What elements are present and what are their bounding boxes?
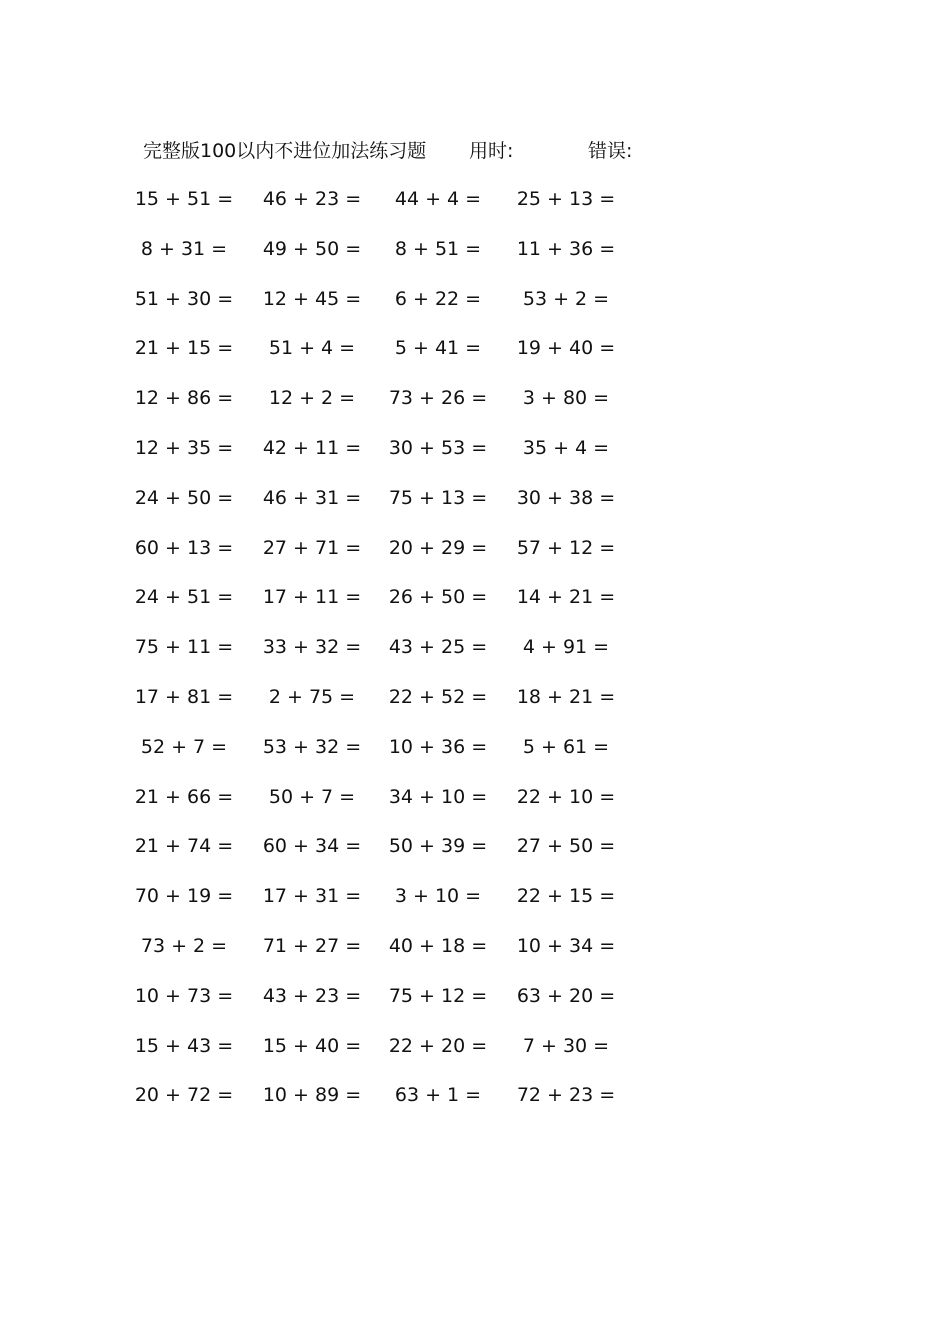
problem-cell: 44 + 4 = — [394, 188, 482, 210]
problem-cell: 6 + 22 = — [394, 287, 482, 310]
problem-cell: 22 + 10 = — [516, 785, 616, 808]
problem-cell: 73 + 2 = — [140, 935, 228, 957]
problem-cell: 25 + 13 = — [516, 188, 616, 210]
problem-cell: 60 + 34 = — [262, 835, 362, 858]
problem-cell: 17 + 31 = — [262, 885, 362, 908]
problem-cell: 3 + 10 = — [394, 885, 482, 908]
problem-cell: 10 + 73 = — [134, 984, 234, 1007]
problem-cell: 3 + 80 = — [522, 387, 610, 410]
problem-cell: 21 + 66 = — [134, 785, 234, 808]
problem-cell: 40 + 18 = — [388, 935, 488, 957]
problem-cell: 11 + 36 = — [516, 237, 616, 260]
problem-cell: 2 + 75 = — [268, 686, 356, 708]
problem-cell: 8 + 51 = — [394, 237, 482, 260]
problem-cell: 22 + 20 = — [388, 1034, 488, 1057]
problem-cell: 63 + 1 = — [394, 1084, 482, 1107]
problem-cell: 22 + 15 = — [516, 885, 616, 908]
problem-cell: 12 + 45 = — [262, 287, 362, 310]
problem-cell: 42 + 11 = — [262, 437, 362, 459]
problem-cell: 35 + 4 = — [522, 437, 610, 459]
problem-cell: 5 + 61 = — [522, 735, 610, 758]
problem-cell: 73 + 26 = — [388, 387, 488, 410]
worksheet-title: 完整版100以内不进位加法练习题 — [143, 140, 427, 162]
problem-cell: 20 + 29 = — [388, 536, 488, 559]
problem-cell: 50 + 7 = — [268, 785, 356, 808]
problem-cell: 63 + 20 = — [516, 984, 616, 1007]
problem-cell: 20 + 72 = — [134, 1084, 234, 1107]
problem-cell: 43 + 25 = — [388, 636, 488, 659]
problem-cell: 52 + 7 = — [140, 735, 228, 758]
problem-cell: 8 + 31 = — [140, 237, 228, 260]
errors-label: 错误: — [588, 140, 633, 162]
problem-cell: 7 + 30 = — [522, 1034, 610, 1057]
problem-cell: 50 + 39 = — [388, 835, 488, 858]
problem-cell: 51 + 30 = — [134, 287, 234, 310]
problem-cell: 5 + 41 = — [394, 337, 482, 360]
problem-cell: 72 + 23 = — [516, 1084, 616, 1107]
problem-cell: 12 + 2 = — [268, 387, 356, 410]
problem-cell: 24 + 51 = — [134, 586, 234, 609]
problem-cell: 12 + 35 = — [134, 437, 234, 459]
problem-cell: 27 + 71 = — [262, 536, 362, 559]
problem-cell: 15 + 43 = — [134, 1034, 234, 1057]
problem-cell: 22 + 52 = — [388, 686, 488, 708]
problem-cell: 57 + 12 = — [516, 536, 616, 559]
problem-cell: 70 + 19 = — [134, 885, 234, 908]
problem-cell: 12 + 86 = — [134, 387, 234, 410]
problem-cell: 53 + 2 = — [522, 287, 610, 310]
problem-cell: 10 + 36 = — [388, 735, 488, 758]
problem-cell: 51 + 4 = — [268, 337, 356, 360]
problem-cell: 26 + 50 = — [388, 586, 488, 609]
problem-cell: 53 + 32 = — [262, 735, 362, 758]
problem-cell: 34 + 10 = — [388, 785, 488, 808]
problem-cell: 75 + 11 = — [134, 636, 234, 659]
problem-cell: 43 + 23 = — [262, 984, 362, 1007]
problem-cell: 4 + 91 = — [522, 636, 610, 659]
problem-cell: 71 + 27 = — [262, 935, 362, 957]
problem-cell: 75 + 13 = — [388, 486, 488, 509]
problem-cell: 30 + 38 = — [516, 486, 616, 509]
problem-cell: 10 + 34 = — [516, 935, 616, 957]
problem-cell: 33 + 32 = — [262, 636, 362, 659]
problem-cell: 46 + 23 = — [262, 188, 362, 210]
time-label: 用时: — [469, 140, 514, 162]
problem-cell: 15 + 51 = — [134, 188, 234, 210]
problem-cell: 15 + 40 = — [262, 1034, 362, 1057]
problem-cell: 17 + 11 = — [262, 586, 362, 609]
problem-cell: 75 + 12 = — [388, 984, 488, 1007]
problem-cell: 21 + 15 = — [134, 337, 234, 360]
problem-cell: 18 + 21 = — [516, 686, 616, 708]
problem-cell: 60 + 13 = — [134, 536, 234, 559]
problem-cell: 14 + 21 = — [516, 586, 616, 609]
problem-cell: 27 + 50 = — [516, 835, 616, 858]
problem-cell: 49 + 50 = — [262, 237, 362, 260]
problem-cell: 17 + 81 = — [134, 686, 234, 708]
problem-cell: 19 + 40 = — [516, 337, 616, 360]
problem-cell: 46 + 31 = — [262, 486, 362, 509]
problem-cell: 21 + 74 = — [134, 835, 234, 858]
problem-cell: 24 + 50 = — [134, 486, 234, 509]
problem-cell: 10 + 89 = — [262, 1084, 362, 1107]
problem-cell: 30 + 53 = — [388, 437, 488, 459]
